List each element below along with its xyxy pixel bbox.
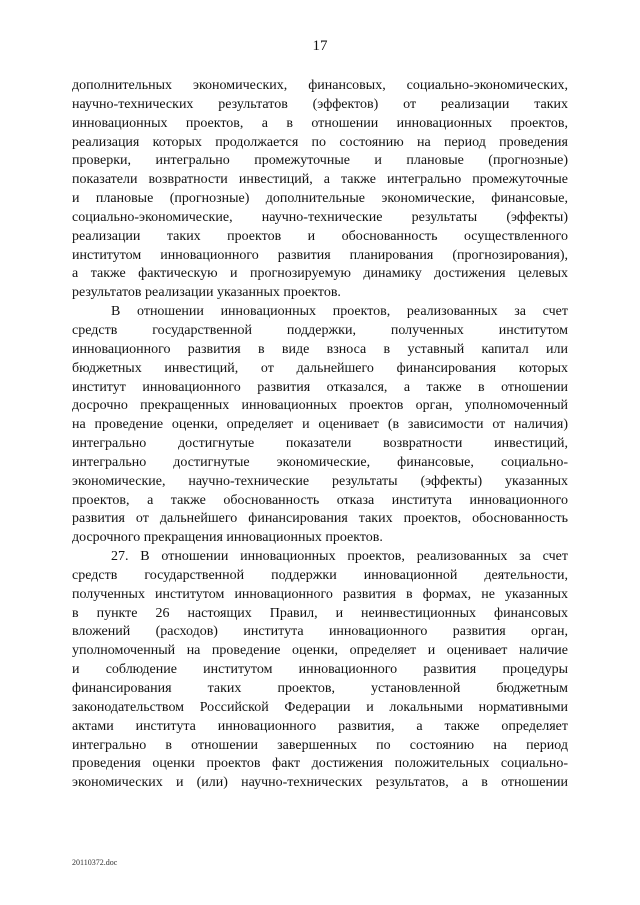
text-line: на проведение оценки, определяет и оценивает (в зависимости от наличия) bbox=[72, 417, 568, 433]
text-line: уполномоченный на проведение оценки, определяет и оценивает наличие bbox=[72, 643, 568, 659]
text-line: научно-технических результатов (эффектов) от реализации таких bbox=[72, 96, 568, 112]
text-line: досрочно прекращенных инновационных проектов орган, уполномоченный bbox=[72, 398, 568, 414]
text-line: социально-экономические, научно-технические результаты (эффекты) bbox=[72, 209, 568, 225]
text-line: интегрально в отношении завершенных по состоянию на период bbox=[72, 737, 568, 753]
text-line: экономические, научно-технические результаты (эффекты) указанных bbox=[72, 473, 568, 489]
text-line: проверки, интегрально промежуточные и плановые (прогнозные) bbox=[72, 153, 568, 169]
text-line: реализации таких проектов и обоснованность осуществленного bbox=[72, 228, 568, 244]
text-line: интегрально достигнутые показатели возвратности инвестиций, bbox=[72, 436, 568, 452]
text-line: дополнительных экономических, финансовых, социально-экономических, bbox=[72, 78, 568, 93]
paragraph-first-line: В отношении инновационных проектов, реализованных за счет bbox=[111, 304, 568, 320]
text-line: показатели возвратности инвестиций, а также интегрально промежуточные bbox=[72, 172, 568, 188]
text-line: институтом инновационного развития планирования (прогнозирования), bbox=[72, 247, 568, 263]
document-filename: 20110372.doc bbox=[72, 858, 118, 867]
text-line: интегрально достигнутые экономические, финансовые, социально- bbox=[72, 454, 568, 470]
text-line: и соблюдение институтом инновационного развития процедуры bbox=[72, 662, 568, 678]
text-line: полученных институтом инновационного развития в формах, не указанных bbox=[72, 586, 568, 602]
document-body bbox=[72, 77, 568, 793]
text-line: результатов реализации указанных проектов. bbox=[72, 285, 341, 301]
text-line: средств государственной поддержки, полученных институтом bbox=[72, 322, 568, 338]
text-line: проектов, а также обоснованность отказа института инновационного bbox=[72, 492, 568, 508]
text-line: в пункте 26 настоящих Правил, и неинвестиционных финансовых bbox=[72, 605, 568, 621]
text-line: финансирования таких проектов, установленной бюджетным bbox=[72, 681, 568, 696]
text-line: досрочного прекращения инновационных проектов. bbox=[72, 530, 383, 546]
page-number: 17 bbox=[312, 38, 328, 54]
text-line: экономических и (или) научно-технических результатов, а в отношении bbox=[72, 775, 568, 791]
text-line: реализация которых продолжается по состоянию на период проведения bbox=[72, 134, 568, 150]
text-line: средств государственной поддержки инновационной деятельности, bbox=[72, 567, 568, 583]
text-line: проведения оценки проектов факт достижения положительных социально- bbox=[72, 756, 568, 772]
text-line: бюджетных инвестиций, от дальнейшего финансирования которых bbox=[72, 360, 568, 376]
text-line: вложений (расходов) института инновационного развития орган, bbox=[72, 624, 568, 640]
text-line: институт инновационного развития отказался, а также в отношении bbox=[72, 379, 568, 395]
text-line: инновационных проектов, а в отношении инновационных проектов, bbox=[72, 115, 568, 131]
text-line: развития от дальнейшего финансирования таких проектов, обоснованность bbox=[72, 511, 568, 527]
text-line: а также фактическую и прогнозируемую динамику достижения целевых bbox=[72, 266, 568, 282]
text-line: и плановые (прогнозные) дополнительные экономические, финансовые, bbox=[72, 191, 568, 207]
text-line: инновационного развития в виде взноса в уставный капитал или bbox=[72, 341, 568, 357]
text-line: законодательством Российской Федерации и локальными нормативными bbox=[72, 699, 568, 715]
paragraph-first-line: 27. В отношении инновационных проектов, реализованных за счет bbox=[111, 549, 568, 565]
text-line: актами института инновационного развития, а также определяет bbox=[72, 718, 568, 734]
